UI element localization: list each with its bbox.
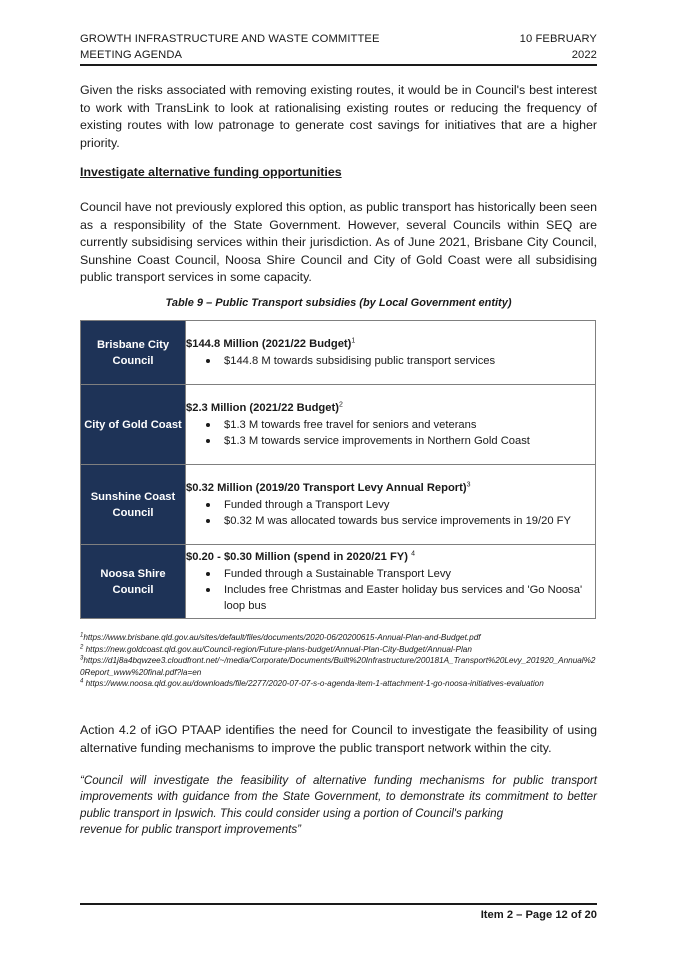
entity-cell: City of Gold Coast	[81, 385, 186, 465]
footnote-2: $^2$ https://new.goldcoast.qld.gov.au/Council-region/Future-plans-budget/Annual-Plan-City-Budget/Annual-Plan	[80, 643, 472, 654]
table-row	[81, 385, 596, 465]
quote-line: improvements with guidance from the State Government, to demonstrate its commitment to better	[80, 790, 597, 804]
meeting-date-day: 10 FEBRUARY	[519, 33, 597, 45]
footnote-3: $^3$https://d1j8a4bqwzee3.cloudfront.net/~/media/Corporate/Documents/Built%20Infrastructure/200181A_Transport%20Levy_201920_Annual%20Report_www%20final.pdf?la=en	[80, 655, 596, 677]
quote-line: revenue for public transport improvements”	[80, 823, 302, 837]
bullet-list	[186, 417, 595, 449]
footnote-4: $^4$ https://www.noosa.qld.gov.au/downloads/file/2277/2020-07-07-s-o-agenda-item-1-attachment-1-go-noosa-initiatives-evaluation	[80, 678, 544, 688]
list-item: Includes free Christmas and Easter holiday bus services and 'Go Noosa' loop bus	[186, 582, 595, 614]
subsidies-table	[80, 320, 596, 619]
table-row	[81, 545, 596, 619]
section-paragraph: Council have not previously explored this option, as public transport has historically been seen as a responsibility of the State Government. However, several Councils within SEQ are currently subsidising services within their jurisdiction. As of June 2021, Brisbane City Council, Sunshine Coast Council, Noosa Shire Council and City of Gold Coast were all subsidising public transport services in some capacity.	[80, 200, 597, 285]
page-number: Item 2 – Page 12 of 20	[480, 909, 597, 921]
intro-paragraph: Given the risks associated with removing existing routes, it would be in Council's best interest to work with TransLink to look at rationalising existing routes or reducing the frequency of existing routes with low patronage to generate cost savings for initiatives that are a higher priority.	[80, 83, 597, 150]
footnote-ref: 4	[411, 550, 415, 558]
quote-line: “Council will investigate the feasibility of alternative funding mechanisms for public transport	[80, 774, 597, 787]
footnote-ref: 3	[466, 481, 471, 489]
quote-line: public transport in Ipswich. This could consider using a portion of Council's parking	[80, 806, 504, 820]
detail-cell	[186, 545, 596, 619]
list-item: $1.3 M towards service improvements in Northern Gold Coast	[186, 433, 595, 449]
list-item: $144.8 M towards subsidising public transport services	[186, 353, 595, 369]
bullet-list	[186, 497, 595, 529]
policy-quote	[80, 773, 597, 839]
meeting-date-year: 2022	[571, 49, 597, 61]
detail-cell	[186, 465, 596, 545]
amount-heading: $0.20 - $0.30 Million (spend in 2020/21 FY) $^4$	[186, 550, 415, 563]
table-row	[81, 321, 596, 385]
footnote-1: $^1$https://www.brisbane.qld.gov.au/sites/default/files/documents/2020-06/20200615-Annual-Plan-and-Budget.pdf	[80, 632, 481, 642]
agenda-label: MEETING AGENDA	[80, 49, 183, 61]
list-item: $1.3 M towards free travel for seniors and veterans	[186, 417, 595, 433]
action-paragraph: Action 4.2 of iGO PTAAP identifies the need for Council to investigate the feasibility of using alternative funding mechanisms to improve the public transport network within the city.	[80, 723, 597, 755]
detail-cell	[186, 321, 596, 385]
list-item: $0.32 M was allocated towards bus service improvements in 19/20 FY	[186, 513, 595, 529]
list-item: Funded through a Sustainable Transport Levy	[186, 566, 595, 582]
committee-name: GROWTH INFRASTRUCTURE AND WASTE COMMITTEE	[80, 33, 380, 45]
footnote-ref: 1	[351, 337, 356, 345]
footer-divider	[80, 903, 597, 905]
detail-cell	[186, 385, 596, 465]
table-caption: Table 9 – Public Transport subsidies (by Local Government entity)	[165, 297, 512, 309]
bullet-list	[186, 566, 595, 614]
table-row	[81, 465, 596, 545]
entity-cell: Noosa Shire Council	[81, 545, 186, 619]
list-item: Funded through a Transport Levy	[186, 497, 595, 513]
amount-heading: $144.8 Million (2021/22 Budget)$^1$	[186, 337, 356, 350]
section-heading: Investigate alternative funding opportunities	[80, 165, 342, 179]
entity-cell: Sunshine Coast Council	[81, 465, 186, 545]
footnotes	[80, 632, 597, 690]
bullet-list	[186, 353, 595, 369]
header-divider	[80, 64, 597, 66]
page-header	[80, 31, 597, 63]
footnote-ref: 2	[338, 401, 343, 409]
entity-cell: Brisbane City Council	[81, 321, 186, 385]
amount-heading: $2.3 Million (2021/22 Budget)$^2$	[186, 401, 343, 414]
amount-heading: $0.32 Million (2019/20 Transport Levy Annual Report)$^3$	[186, 481, 471, 494]
